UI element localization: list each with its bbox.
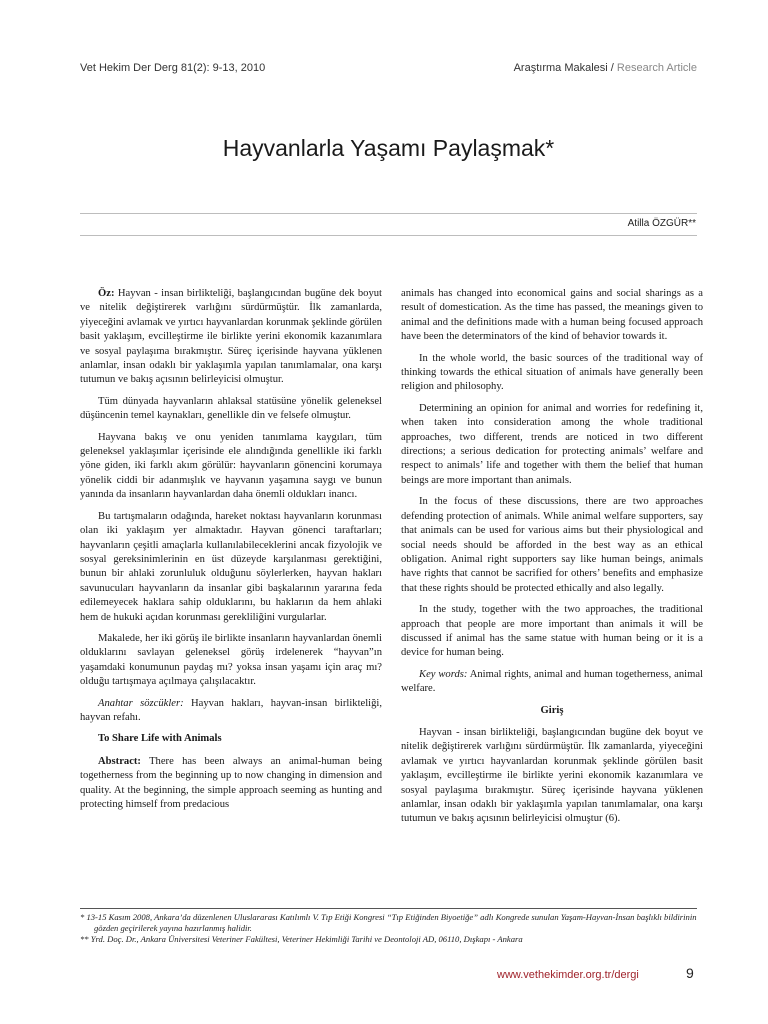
body-paragraph: In the focus of these discussions, there are two approaches defending protection of animals. While animal welfare supporters, say that animals can be used for various aims but their physiological and social needs should be afforded in the best way as an ethical obligation. Animal right supporters say like human beings, animals have rights that cannot be sacrified for others’ benefits and emphasize that these rights should be protected ethically and also legally. [401,496,703,594]
keywords-tr [80,697,382,726]
body-paragraph: Tüm dünyada hayvanların ahlaksal statüsüne yönelik geleneksel düşüncenin temel kaynakları, genellikle din ve felsefe olmuştur. [80,395,382,422]
author-divider [80,235,697,236]
keywords-en-label: Key words: [419,668,468,680]
oz-text: Hayvan - insan birlikteliği, başlangıcından bugüne dek boyut ve nitelik değiştirerek varlığını sürdürmüştür. İlk zamanlarda, yiyeceğini avlamak ve yırtıcı hayvanlardan korunmak şeklinde görülen basit yaklaşım, evcilleştirme ile birlikte yerini ekonomik kazanımlara ve sosyal paylaşıma bırakmıştır. Süreç içerisinde hayvana yüklenen anlamlar, insan odaklı bir yaklaşımla yapılan tanımlamalar, ona karşı tutumun ve bakış açısının belirleyicisi olmuştur. [80,288,382,386]
giris-paragraph: Hayvan - insan birlikteliği, başlangıcından bugüne dek boyut ve nitelik değiştirerek varlığını sürdürmüştür. İlk zamanlarda, yiyeceğini avlamak ve yırtıcı hayvanlardan korunmak şeklinde görülen basit yaklaşım, evcilleştirme ile birlikte yerini ekonomik kazanımlara ve sosyal paylaşıma bırakmıştır. Süreç içerisinde hayvana yüklenen anlamlar, insan odaklı bir yaklaşımla yapılan tanımlamalar, ona karşı tutumun ve bakış açısının belirleyicisi olmuştur (6). [401,726,703,825]
article-title: Hayvanlarla Yaşamı Paylaşmak* [222,135,555,161]
page-number: 9 [686,965,694,981]
oz-label: Öz: [98,288,115,299]
keywords-en-text: Animal rights, animal and human togetherness, animal welfare. [401,668,703,695]
journal-citation: Vet Hekim Der Derg 81(2): 9-13, 2010 [80,62,266,74]
right-column [401,287,703,899]
body-paragraph: Bu tartışmaların odağında, hareket noktası hayvanların korunması olan iki yaklaşım yer almaktadır. Hayvan gönenci taraftarları; hayvanların çeşitli amaçlarla kullanılabileceklerini ancak fizyolojik ve sosyal gereksinimlerinin en üst düzeyde karşılanması gerektiğini, bunun bir ahlaki zorunluluk olduğunu söylerlerken, hayvan hakları savunucuları hayvanların da insanlar gibi başkalarının yararına feda edilemeyecek haklara sahip olduklarını, bu haklarıın da hem ahlaki hem de hukuki açıdan korunması gerekliliğini vurgularlar. [80,510,382,623]
article-type-separator: / [607,62,617,74]
left-column [80,287,382,899]
footnote-divider [80,908,697,909]
section-heading-giris: Giriş [540,704,564,716]
article-type-tr: Araştırma Makalesi [513,62,608,74]
abstract-paragraph [80,755,382,813]
body-paragraph: Hayvana bakış ve onu yeniden tanımlama kaygıları, tüm geleneksel yaklaşımlar içerisinde ele alındığında genellikle iki farklı yöne giden, iki farklı akım görülür: hayvanların gönencini korumaya yönelik ciddi bir adanmışlık ve hayvanın yaşamına saygı ve bunun yanında da insanların hayvanlardan daha önemli oldukları inancı. [80,431,382,501]
title-divider [80,213,697,214]
keywords-tr-text: Hayvan hakları, hayvan-insan birlikteliği, hayvan refahı. [80,697,382,723]
keywords-tr-label: Anahtar sözcükler: [98,697,184,709]
body-paragraph: Determining an opinion for animal and worries for redefining it, when taken into consideration among the whole traditional approaches, two different, trends are noticed in two different directions; a serious dedication for protecting animals’ welfare and respect to animals’ life and together with them the belief that human beings are more important than animals. [401,402,703,486]
body-paragraph: In the whole world, the basic sources of the traditional way of thinking towards the ethical situation of animals have generally been religion and philosophy. [401,352,703,393]
abstract-label: Abstract: [98,755,141,767]
running-header [80,62,697,78]
abstract-continued: animals has changed into economical gains and social sharings as a result of domestication. As the time has passed, the meanings given to animal and the definitions made with a human being focused approach have been the determinators of the kind of behavior towards it. [401,288,703,343]
footnote-item: * 13-15 Kasım 2008, Ankara’da düzenlenen Uluslararası Katılımlı V. Tıp Etiği Kongresi “Tıp Etiğinden Biyoetiğe” adlı Kongrede sunulan Yaşam-Hayvan-İnsan başlıklı bildirinin gözden geçirilerek yayına hazırlanmış halidir. [80,912,697,933]
author-name: Atilla ÖZGÜR** [627,218,696,229]
footnote-item: ** Yrd. Doç. Dr., Ankara Üniversitesi Veteriner Fakültesi, Veteriner Hekimliği Tarihi ve Deontoloji AD, 06110, Dışkapı - Ankara [80,934,523,944]
article-type-en: Research Article [616,62,697,74]
body-paragraph: In the study, together with the two approaches, the traditional approach that people are more important than animals it will be discussed if animal has the same statue with human being or it is a device for human being. [401,604,703,659]
body-paragraph: Makalede, her iki görüş ile birlikte insanların hayvanlardan önemli olduklarını savlayan geleneksel görüş irdelenerek “hayvan”ın yaşamdaki konumunun paydaş mı? yoksa insan yaşamı için araç mı? olduğu tartışmaya açılmaya çalışılacaktır. [80,632,382,688]
abstract-text: There has been always an animal-human being togetherness from the beginning up to now changing in dimension and quality. At the beginning, the simple approach seeming as hunting and protecting himself from predacious [80,755,382,810]
keywords-en [401,668,703,697]
article-type [514,62,697,74]
journal-url-link[interactable]: www.vethekimder.org.tr/dergi [497,969,639,981]
oz-paragraph [80,287,382,388]
english-title: To Share Life with Animals [98,733,222,745]
footnotes [80,912,697,945]
